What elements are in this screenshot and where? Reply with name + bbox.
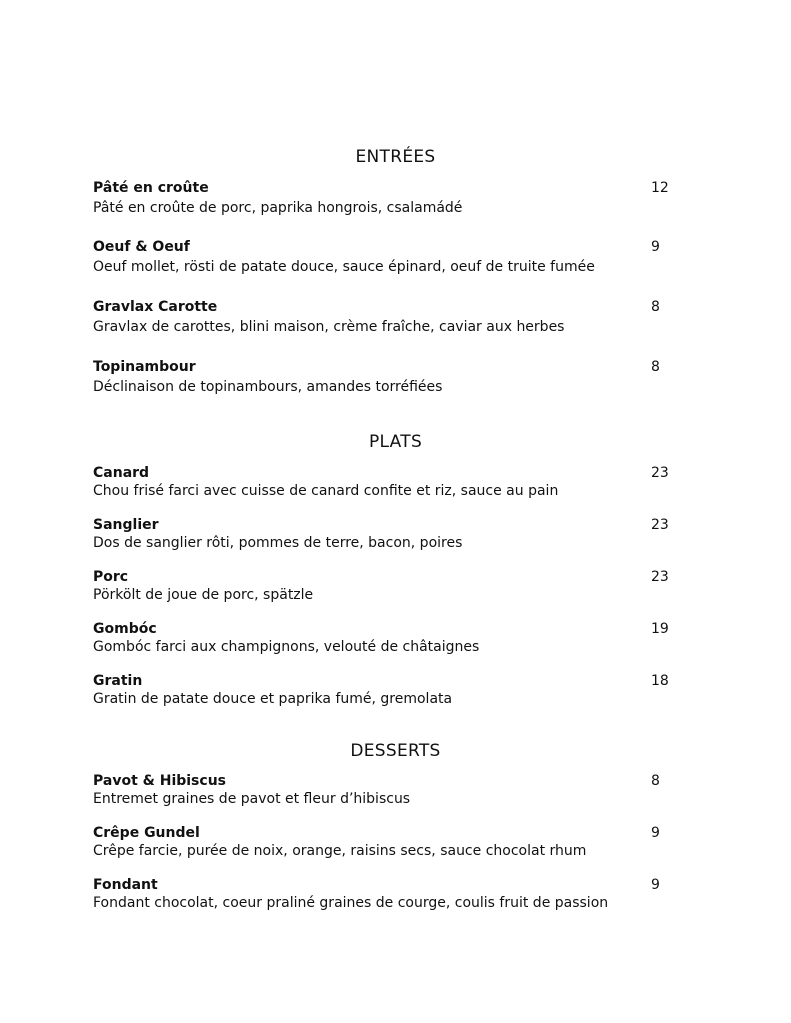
item-name: Topinambour — [93, 359, 196, 375]
item-price: 9 — [651, 239, 660, 255]
menu-item — [93, 672, 673, 708]
section-title-entrees: ENTRÉES — [355, 147, 436, 167]
item-description: Pörkölt de joue de porc, spätzle — [93, 587, 314, 603]
item-description: Pâté en croûte de porc, paprika hongrois, csalamádé — [93, 200, 463, 216]
item-price: 23 — [651, 465, 669, 481]
item-price: 18 — [651, 673, 669, 689]
section-title-desserts: DESSERTS — [350, 741, 441, 761]
menu-item — [93, 464, 673, 500]
menu-item — [93, 568, 673, 604]
menu-item — [93, 516, 673, 552]
section-title-plats: PLATS — [368, 432, 423, 452]
menu-item — [93, 358, 673, 396]
item-price: 12 — [651, 180, 669, 196]
item-description: Crêpe farcie, purée de noix, orange, raisins secs, sauce chocolat rhum — [93, 843, 587, 859]
item-name: Pâté en croûte — [93, 180, 209, 196]
item-name: Gravlax Carotte — [93, 299, 218, 315]
item-description: Dos de sanglier rôti, pommes de terre, bacon, poires — [93, 535, 463, 551]
menu-item — [93, 620, 673, 656]
item-name: Gratin — [93, 673, 143, 689]
item-name: Canard — [93, 465, 150, 481]
item-price: 23 — [651, 517, 669, 533]
item-description: Entremet graines de pavot et fleur d’hibiscus — [93, 791, 411, 807]
item-name: Pavot & Hibiscus — [93, 773, 226, 789]
item-name: Crêpe Gundel — [93, 825, 200, 841]
menu-item — [93, 179, 673, 217]
item-description: Gravlax de carottes, blini maison, crème fraîche, caviar aux herbes — [93, 319, 565, 335]
item-price: 23 — [651, 569, 669, 585]
item-name: Porc — [93, 569, 129, 585]
item-name: Sanglier — [93, 517, 159, 533]
item-name: Fondant — [93, 877, 158, 893]
item-price: 9 — [651, 825, 660, 841]
item-description: Oeuf mollet, rösti de patate douce, sauce épinard, oeuf de truite fumée — [93, 259, 595, 275]
menu-item — [93, 238, 673, 276]
item-price: 19 — [651, 621, 669, 637]
item-name: Gombóc — [93, 621, 157, 637]
menu-item — [93, 824, 673, 860]
menu-item — [93, 298, 673, 336]
item-description: Chou frisé farci avec cuisse de canard confite et riz, sauce au pain — [93, 483, 559, 499]
item-name: Oeuf & Oeuf — [93, 239, 190, 255]
item-price: 8 — [651, 773, 660, 789]
menu-item — [93, 772, 673, 808]
item-price: 8 — [651, 299, 660, 315]
item-description: Déclinaison de topinambours, amandes torréfiées — [93, 379, 443, 395]
item-price: 9 — [651, 877, 660, 893]
item-description: Fondant chocolat, coeur praliné graines de courge, coulis fruit de passion — [93, 895, 609, 911]
menu-item — [93, 876, 673, 912]
item-description: Gombóc farci aux champignons, velouté de châtaignes — [93, 639, 480, 655]
item-description: Gratin de patate douce et paprika fumé, gremolata — [93, 691, 453, 707]
item-price: 8 — [651, 359, 660, 375]
